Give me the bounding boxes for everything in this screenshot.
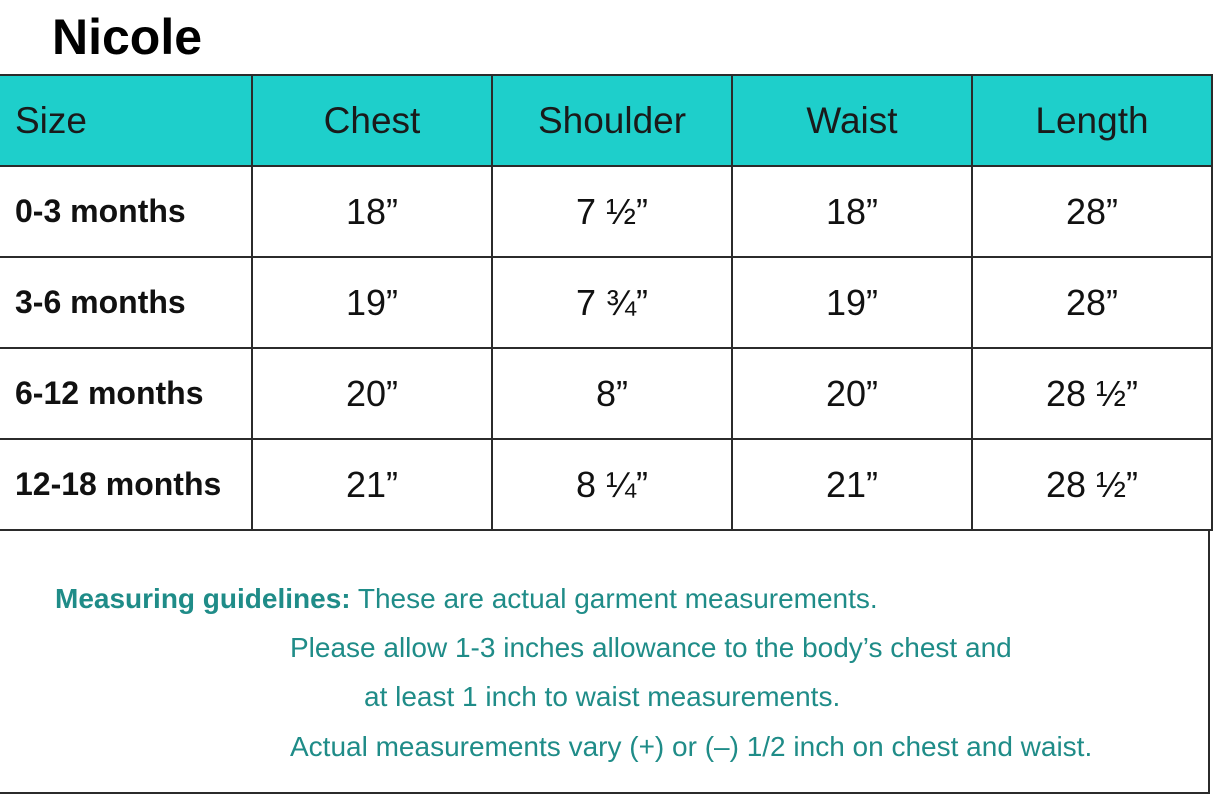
header-row bbox=[0, 75, 1212, 166]
shoulder-value: 8” bbox=[492, 348, 732, 439]
shoulder-value: 7 ¾” bbox=[492, 257, 732, 348]
length-value: 28 ½” bbox=[972, 439, 1212, 530]
chest-value: 18” bbox=[252, 166, 492, 257]
table-row bbox=[0, 166, 1212, 257]
table-row bbox=[0, 348, 1212, 439]
guidelines-heading: Measuring guidelines: bbox=[55, 583, 351, 614]
header-shoulder: Shoulder bbox=[492, 75, 732, 166]
length-value: 28 ½” bbox=[972, 348, 1212, 439]
shoulder-value: 8 ¼” bbox=[492, 439, 732, 530]
waist-value: 20” bbox=[732, 348, 972, 439]
size-label: 0-3 months bbox=[0, 166, 252, 257]
waist-value: 18” bbox=[732, 166, 972, 257]
guidelines-text-1: These are actual garment measurements. bbox=[350, 583, 878, 614]
header-length: Length bbox=[972, 75, 1212, 166]
chest-value: 19” bbox=[252, 257, 492, 348]
shoulder-value: 7 ½” bbox=[492, 166, 732, 257]
header-chest: Chest bbox=[252, 75, 492, 166]
chest-value: 20” bbox=[252, 348, 492, 439]
header-size: Size bbox=[0, 75, 252, 166]
page-title: Nicole bbox=[52, 9, 203, 65]
length-value: 28” bbox=[972, 166, 1212, 257]
guidelines-line-3: at least 1 inch to waist measurements. bbox=[364, 681, 841, 712]
chest-value: 21” bbox=[252, 439, 492, 530]
header-waist: Waist bbox=[732, 75, 972, 166]
guidelines-line-4: Actual measurements vary (+) or (–) 1/2 inch on chest and waist. bbox=[290, 731, 1093, 762]
size-label: 3-6 months bbox=[0, 257, 252, 348]
waist-value: 21” bbox=[732, 439, 972, 530]
size-label: 12-18 months bbox=[0, 439, 252, 530]
waist-value: 19” bbox=[732, 257, 972, 348]
length-value: 28” bbox=[972, 257, 1212, 348]
size-chart-table bbox=[0, 74, 1213, 531]
table-row bbox=[0, 439, 1212, 530]
guidelines-line-2: Please allow 1-3 inches allowance to the body’s chest and bbox=[290, 632, 1012, 663]
guidelines-line-1 bbox=[55, 582, 878, 616]
table-row bbox=[0, 257, 1212, 348]
size-label: 6-12 months bbox=[0, 348, 252, 439]
